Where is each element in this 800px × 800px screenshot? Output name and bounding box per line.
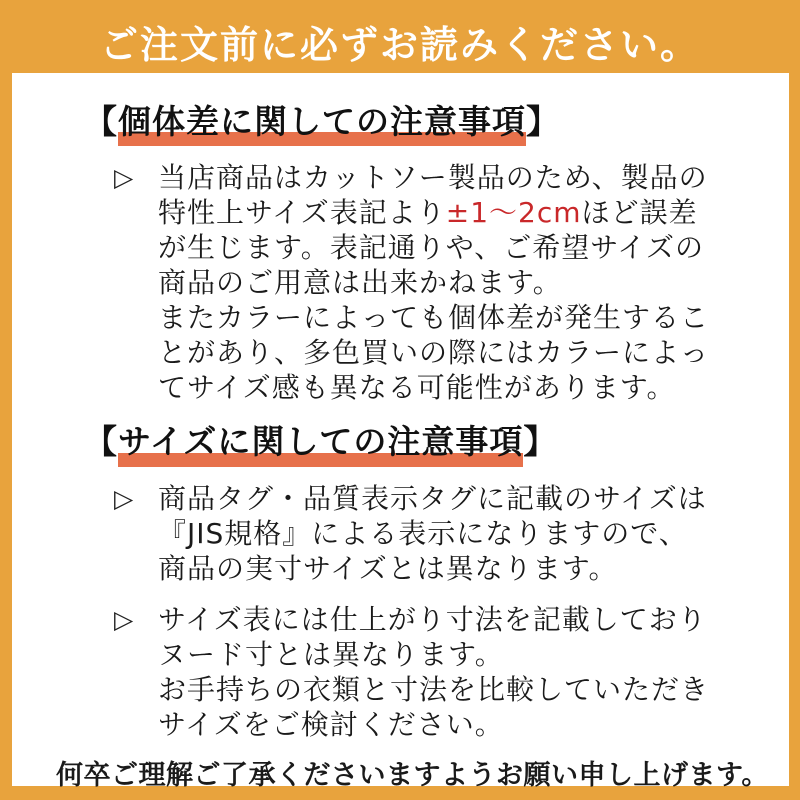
bracket-open: 【 (84, 102, 118, 141)
size-tolerance-value: ±1〜2cm (445, 196, 582, 230)
triangle-right-icon: ▷ (114, 163, 134, 193)
bracket-open: 【 (84, 422, 118, 462)
notice-line: 特性上サイズ表記より±1〜2cmほど誤差 (158, 196, 698, 230)
highlighted-heading-text: サイズに関しての注意事項 (118, 421, 523, 466)
notice-line: 商品の実寸サイズとは異なります。 (158, 551, 618, 585)
notice-line: またカラーによっても個体差が発生するこ (158, 301, 710, 335)
bracket-close: 】 (523, 422, 558, 462)
notice-text (158, 481, 731, 586)
page-title: ご注文前に必ずお読みください。 (99, 23, 700, 67)
notice-line: 『JIS規格』による表示になりますので、 (158, 516, 688, 550)
section-individual-differences (84, 101, 731, 405)
notice-item (84, 602, 731, 742)
triangle-right-icon: ▷ (114, 604, 134, 634)
notice-item (84, 481, 731, 586)
notice-item (84, 160, 731, 405)
section-heading-individual-differences (84, 101, 731, 146)
notice-line: サイズ表には仕上がり寸法を記載しており (158, 602, 707, 636)
notice-line: ヌード寸とは異なります。 (158, 637, 504, 671)
section-size-notes (84, 421, 731, 741)
triangle-right-icon: ▷ (114, 483, 134, 513)
notice-text (158, 160, 731, 405)
notice-line: サイズをご検討ください。 (158, 707, 504, 741)
highlighted-heading-text: 個体差に関しての注意事項 (118, 101, 526, 146)
footer-note: 何卒ご理解ご了承くださいますようお願い申し上げます。 (56, 759, 769, 791)
notice-line: とがあり、多色買いの際にはカラーによっ (158, 336, 710, 370)
section-heading-size-notes (84, 421, 731, 466)
bracket-close: 】 (526, 102, 560, 141)
notice-line: お手持ちの衣類と寸法を比較していただき (158, 672, 710, 706)
notice-text (158, 602, 731, 742)
content-panel (12, 73, 789, 791)
notice-line: 商品のご用意は出来かねます。 (158, 266, 562, 300)
notice-line: が生じます。表記通りや、ご希望サイズの (158, 231, 704, 265)
notice-line: 当店商品はカットソー製品のため、製品の (158, 161, 708, 195)
notice-line: てサイズ感も異なる可能性があります。 (158, 371, 676, 405)
notice-line: 商品タグ・品質表示タグに記載のサイズは (158, 481, 707, 515)
